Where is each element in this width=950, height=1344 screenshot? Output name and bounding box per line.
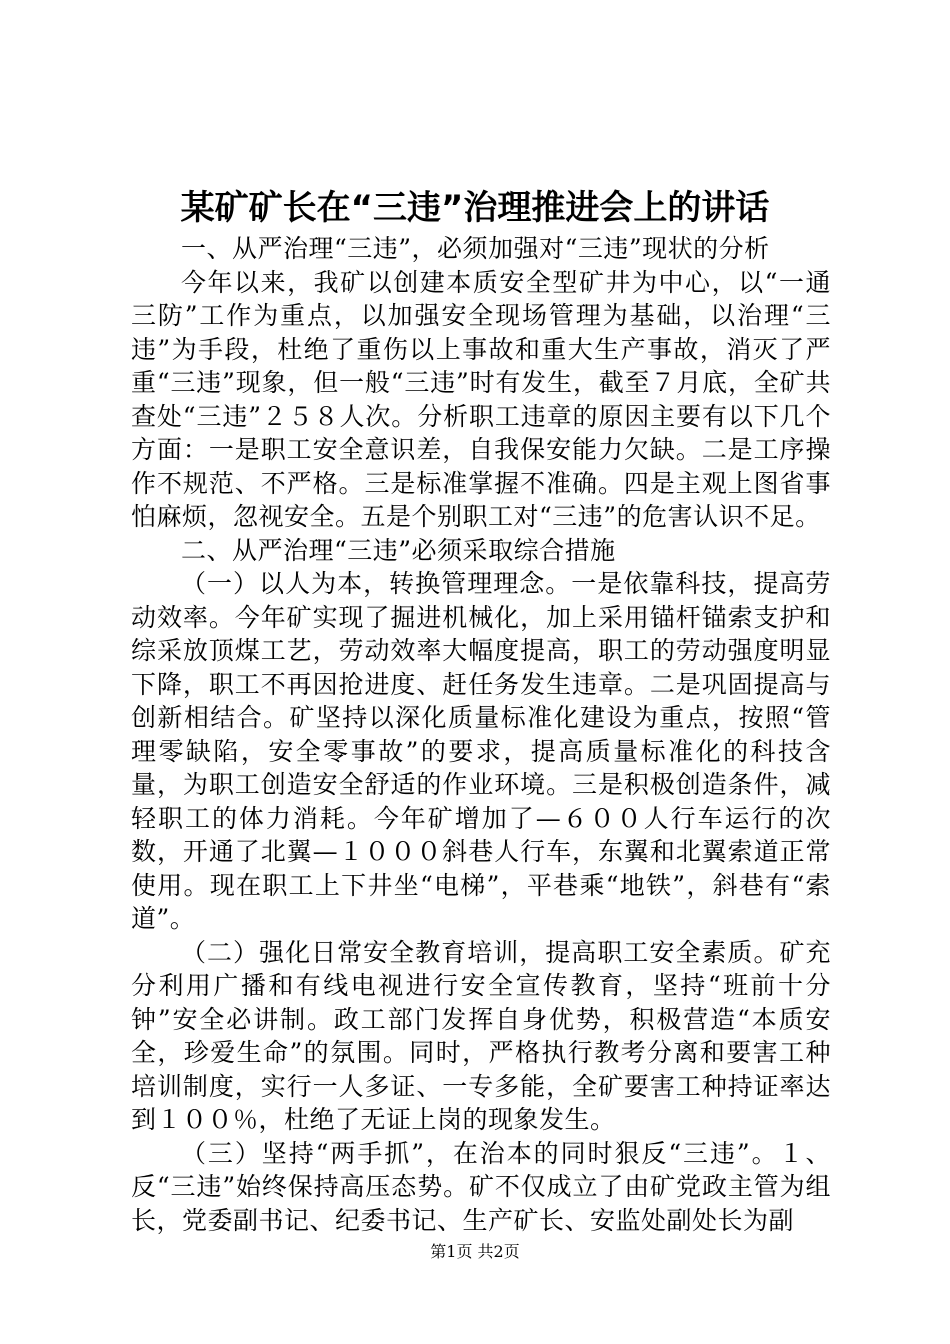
document-title: 某矿矿长在“三违”治理推进会上的讲话 [180, 188, 770, 228]
paragraph-4: （三）坚持“两手抓”，在治本的同时狠反“三违”。１、反“三违”始终保持高压态势。矿不仅成立了由矿党政主管为组长，党委副书记、纪委书记、生产矿长、安监处副处长为副 [131, 1138, 831, 1235]
paragraph-1: 今年以来，我矿以创建本质安全型矿井为中心，以“一通三防”工作为重点，以加强安全现场管理为基础，以治理“三违”为手段，杜绝了重伤以上事故和重大生产事故，消灭了严重“三违”现象，但一般“三违”时有发生，截至７月底，全矿共查处“三违”２５８人次。分析职工违章的原因主要有以下几个方面：一是职工安全意识差，自我保安能力欠缺。二是工序操作不规范、不严格。三是标准掌握不准确。四是主观上图省事怕麻烦，忽视安全。五是个别职工对“三违”的危害认识不足。 [131, 267, 831, 531]
paragraph-2: （一）以人为本，转换管理理念。一是依靠科技，提高劳动效率。今年矿实现了掘进机械化，加上采用锚杆锚索支护和综采放顶煤工艺，劳动效率大幅度提高，职工的劳动强度明显下降，职工不再因抢进度、赶任务发生违章。二是巩固提高与创新相结合。矿坚持以深化质量标准化建设为重点，按照“管理零缺陷，安全零事故”的要求，提高质量标准化的科技含量，为职工创造安全舒适的作业环境。三是积极创造条件，减轻职工的体力消耗。今年矿增加了—６００人行车运行的次数，开通了北翼—１０００斜巷人行车，东翼和北翼索道正常使用。现在职工上下井坐“电梯”，平巷乘“地铁”，斜巷有“索道”。 [131, 569, 831, 933]
section-heading-2: 二、从严治理“三违”必须采取综合措施 [181, 535, 616, 565]
page-footer: 第1页 共2页 [430, 1242, 520, 1261]
paragraph-3: （二）强化日常安全教育培训，提高职工安全素质。矿充分利用广播和有线电视进行安全宣传教育，坚持“班前十分钟”安全必讲制。政工部门发挥自身优势，积极营造“本质安全，珍爱生命”的氛围。同时，严格执行教考分离和要害工种培训制度，实行一人多证、一专多能，全矿要害工种持证率达到１００％，杜绝了无证上岗的现象发生。 [131, 937, 831, 1134]
section-heading-1: 一、从严治理“三违”，必须加强对“三违”现状的分析 [181, 234, 770, 263]
document-body [131, 232, 831, 1237]
